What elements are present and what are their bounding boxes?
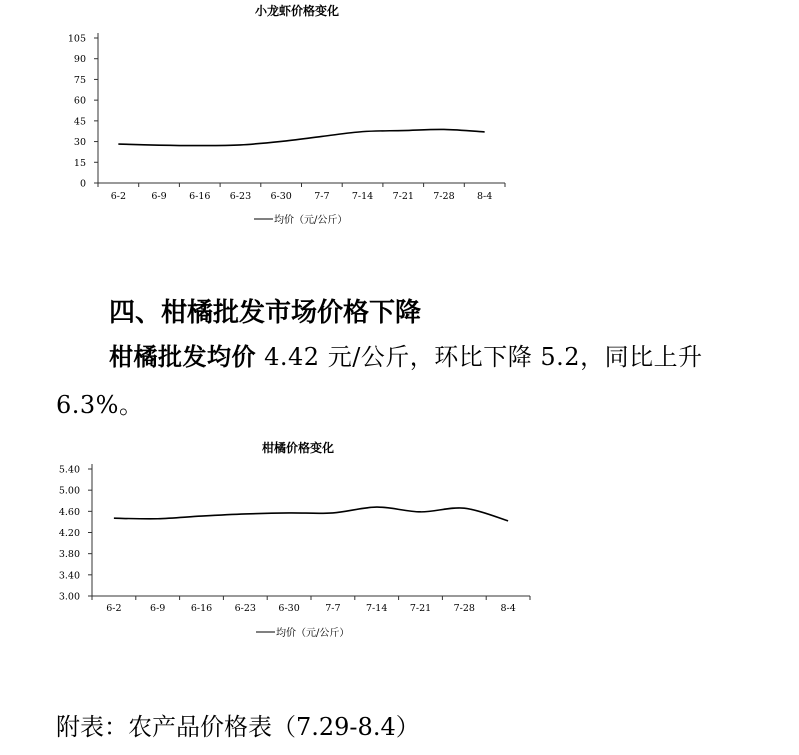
y-tick-label: 4.60 [58,506,80,518]
x-tick-label: 6-16 [190,603,213,614]
legend-label: 均价（元/公斤） [274,215,348,226]
x-tick-label: 7-21 [409,603,432,614]
y-tick-label: 3.40 [58,570,80,582]
y-tick-label: 3.00 [58,591,80,603]
y-tick-label: 75 [73,74,86,86]
x-tick-label: 6-2 [110,191,127,202]
legend-label: 均价（元/公斤） [276,628,350,639]
summary-paragraph-continuation: 6.3%。 [56,391,144,419]
summary-paragraph [109,342,703,372]
y-tick-label: 45 [73,116,86,128]
y-tick-label: 105 [67,33,86,45]
summary-body-text: 4.42 元/公斤，环比下降 5.2，同比上升 [256,343,703,371]
x-tick-label: 8-4 [476,191,493,202]
y-tick-label: 90 [73,54,86,66]
summary-lead-text: 柑橘批发均价 [109,342,256,371]
x-tick-label: 7-14 [366,603,388,614]
x-tick-label: 7-7 [314,191,330,202]
y-tick-label: 3.80 [58,549,80,561]
appendix-caption: 附表：农产品价格表（7.29-8.4） [56,713,420,741]
citrus-price-chart [0,435,799,645]
y-tick-label: 15 [73,157,86,169]
y-tick-label: 30 [73,137,86,149]
y-tick-label: 5.00 [58,485,80,497]
x-tick-label: 7-28 [453,603,475,614]
y-tick-label: 5.40 [58,464,80,476]
section-heading: 四、柑橘批发市场价格下降 [109,298,422,328]
crayfish-price-chart [0,0,799,235]
y-tick-label: 0 [79,178,86,190]
chart-title: 小龙虾价格变化 [254,4,340,18]
x-tick-label: 6-16 [189,191,211,202]
x-tick-label: 7-7 [325,603,341,614]
x-tick-label: 7-28 [433,191,455,202]
x-tick-label: 6-23 [234,603,256,614]
x-tick-label: 8-4 [500,603,516,614]
x-tick-label: 6-9 [151,191,167,202]
x-tick-label: 6-30 [278,603,300,614]
y-tick-label: 4.20 [58,528,80,539]
chart-title: 柑橘价格变化 [261,441,335,455]
x-tick-label: 6-9 [150,603,166,614]
y-tick-label: 60 [73,95,86,107]
x-tick-label: 7-14 [351,191,374,202]
series-line [118,129,484,145]
x-tick-label: 6-2 [106,603,122,614]
x-tick-label: 6-23 [229,191,252,202]
x-tick-label: 6-30 [270,191,292,202]
series-line [114,507,508,521]
x-tick-label: 7-21 [392,191,414,202]
